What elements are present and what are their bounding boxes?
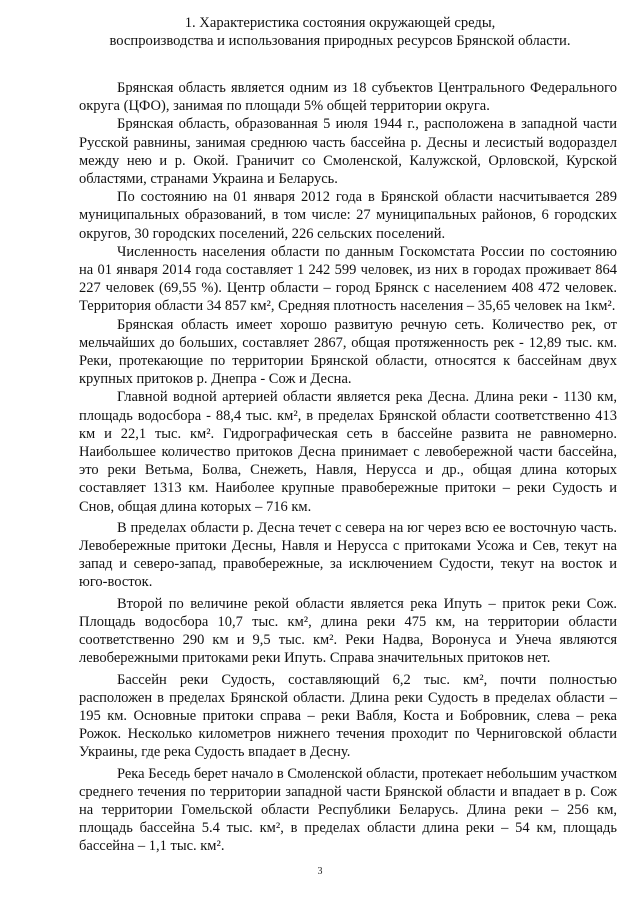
section-title [70,14,610,50]
paragraph: В пределах области р. Десна течет с севера на юг через всю ее восточную часть. Левобережные притоки Десны, Навля и Нерусса с притоками Усожа и Сев, текут на запад и северо-запад, правобережные, за исключением Судости, текут на восток и юго-восток. [79,519,617,591]
paragraph: Брянская область имеет хорошо развитую речную сеть. Количество рек, от мельчайших до больших, составляет 2867, общая протяженность рек - 12,89 тыс. км. Реки, протекающие по территории Брянской области, относятся к бассейнам двух крупных притоков р. Днепра - Сож и Десна. [79,316,617,388]
paragraph: Главной водной артерией области является река Десна. Длина реки - 1130 км, площадь водосбора - 88,4 тыс. км², в пределах Брянской области соответственно 413 км и 22,1 тыс. км². Гидрографическая сеть в бассейне развита не равномерно. Наибольшее количество притоков Десна принимает с левобережной части бассейна, это реки Ветьма, Болва, Снежеть, Навля, Нерусса и др., общая длина которых составляет 1313 км. Наиболее крупные правобережные притоки – реки Судость и Снов, общая длина которых – 716 км. [79,389,617,515]
paragraph: Второй по величине рекой области является река Ипуть – приток реки Сож. Площадь водосбора 10,7 тыс. км², длина реки 475 км, на территории области соответственно 290 км и 9,5 тыс. км². Реки Надва, Воронуса и Унеча являются левобережными притоками реки Ипуть. Справа значительных притоков нет. [79,595,617,667]
paragraph: Бассейн реки Судость, составляющий 6,2 тыс. км², почти полностью расположен в пределах Брянской области. Длина реки Судость в пределах области – 195 км. Основные притоки справа – реки Вабля, Коста и Бобровник, слева – река Рожок. Несколько километров нижнего течения проходит по Черниговской области Украины, где река Судость впадает в Десну. [79,671,617,761]
page-number: 3 [317,866,323,877]
paragraph: Брянская область, образованная 5 июля 1944 г., расположена в западной части Русской равнины, занимая среднюю часть бассейна р. Десны и лесистый водораздел между нею и р. Окой. Граничит со Смоленской, Калужской, Орловской, Курской областями, странами Украина и Беларусь. [79,116,617,188]
section-title-line-1: 1. Характеристика состояния окружающей среды, [184,15,496,31]
body-text [79,79,617,856]
section-title-line-2: воспроизводства и использования природных ресурсов Брянской области. [109,33,571,49]
paragraph: По состоянию на 01 января 2012 года в Брянской области насчитывается 289 муниципальных образований, в том числе: 27 муниципальных районов, 6 городских округов, 30 городских поселений, 226 сельских поселений. [79,189,617,242]
paragraph: Река Беседь берет начало в Смоленской области, протекает небольшим участком среднего течения по территории западной части Брянской области и впадает в р. Сож на территории Гомельской области Республики Беларусь. Длина реки – 256 км, площадь бассейна 5.4 тыс. км², в пределах области длина реки – 54 км, площадь бассейна – 1,1 тыс. км². [79,765,617,855]
paragraph: Численность населения области по данным Госкомстата России по состоянию на 01 января 2014 года составляет 1 242 599 человек, из них в городах проживает 864 227 человек (69,55 %). Центр области – город Брянск с населением 408 472 человек. Территория области 34 857 км², Средняя плотность населения – 35,65 человек на 1км². [79,243,617,315]
paragraph: Брянская область является одним из 18 субъектов Центрального Федерального округа (ЦФО), занимая по площади 5% общей территории округа. [79,80,617,115]
